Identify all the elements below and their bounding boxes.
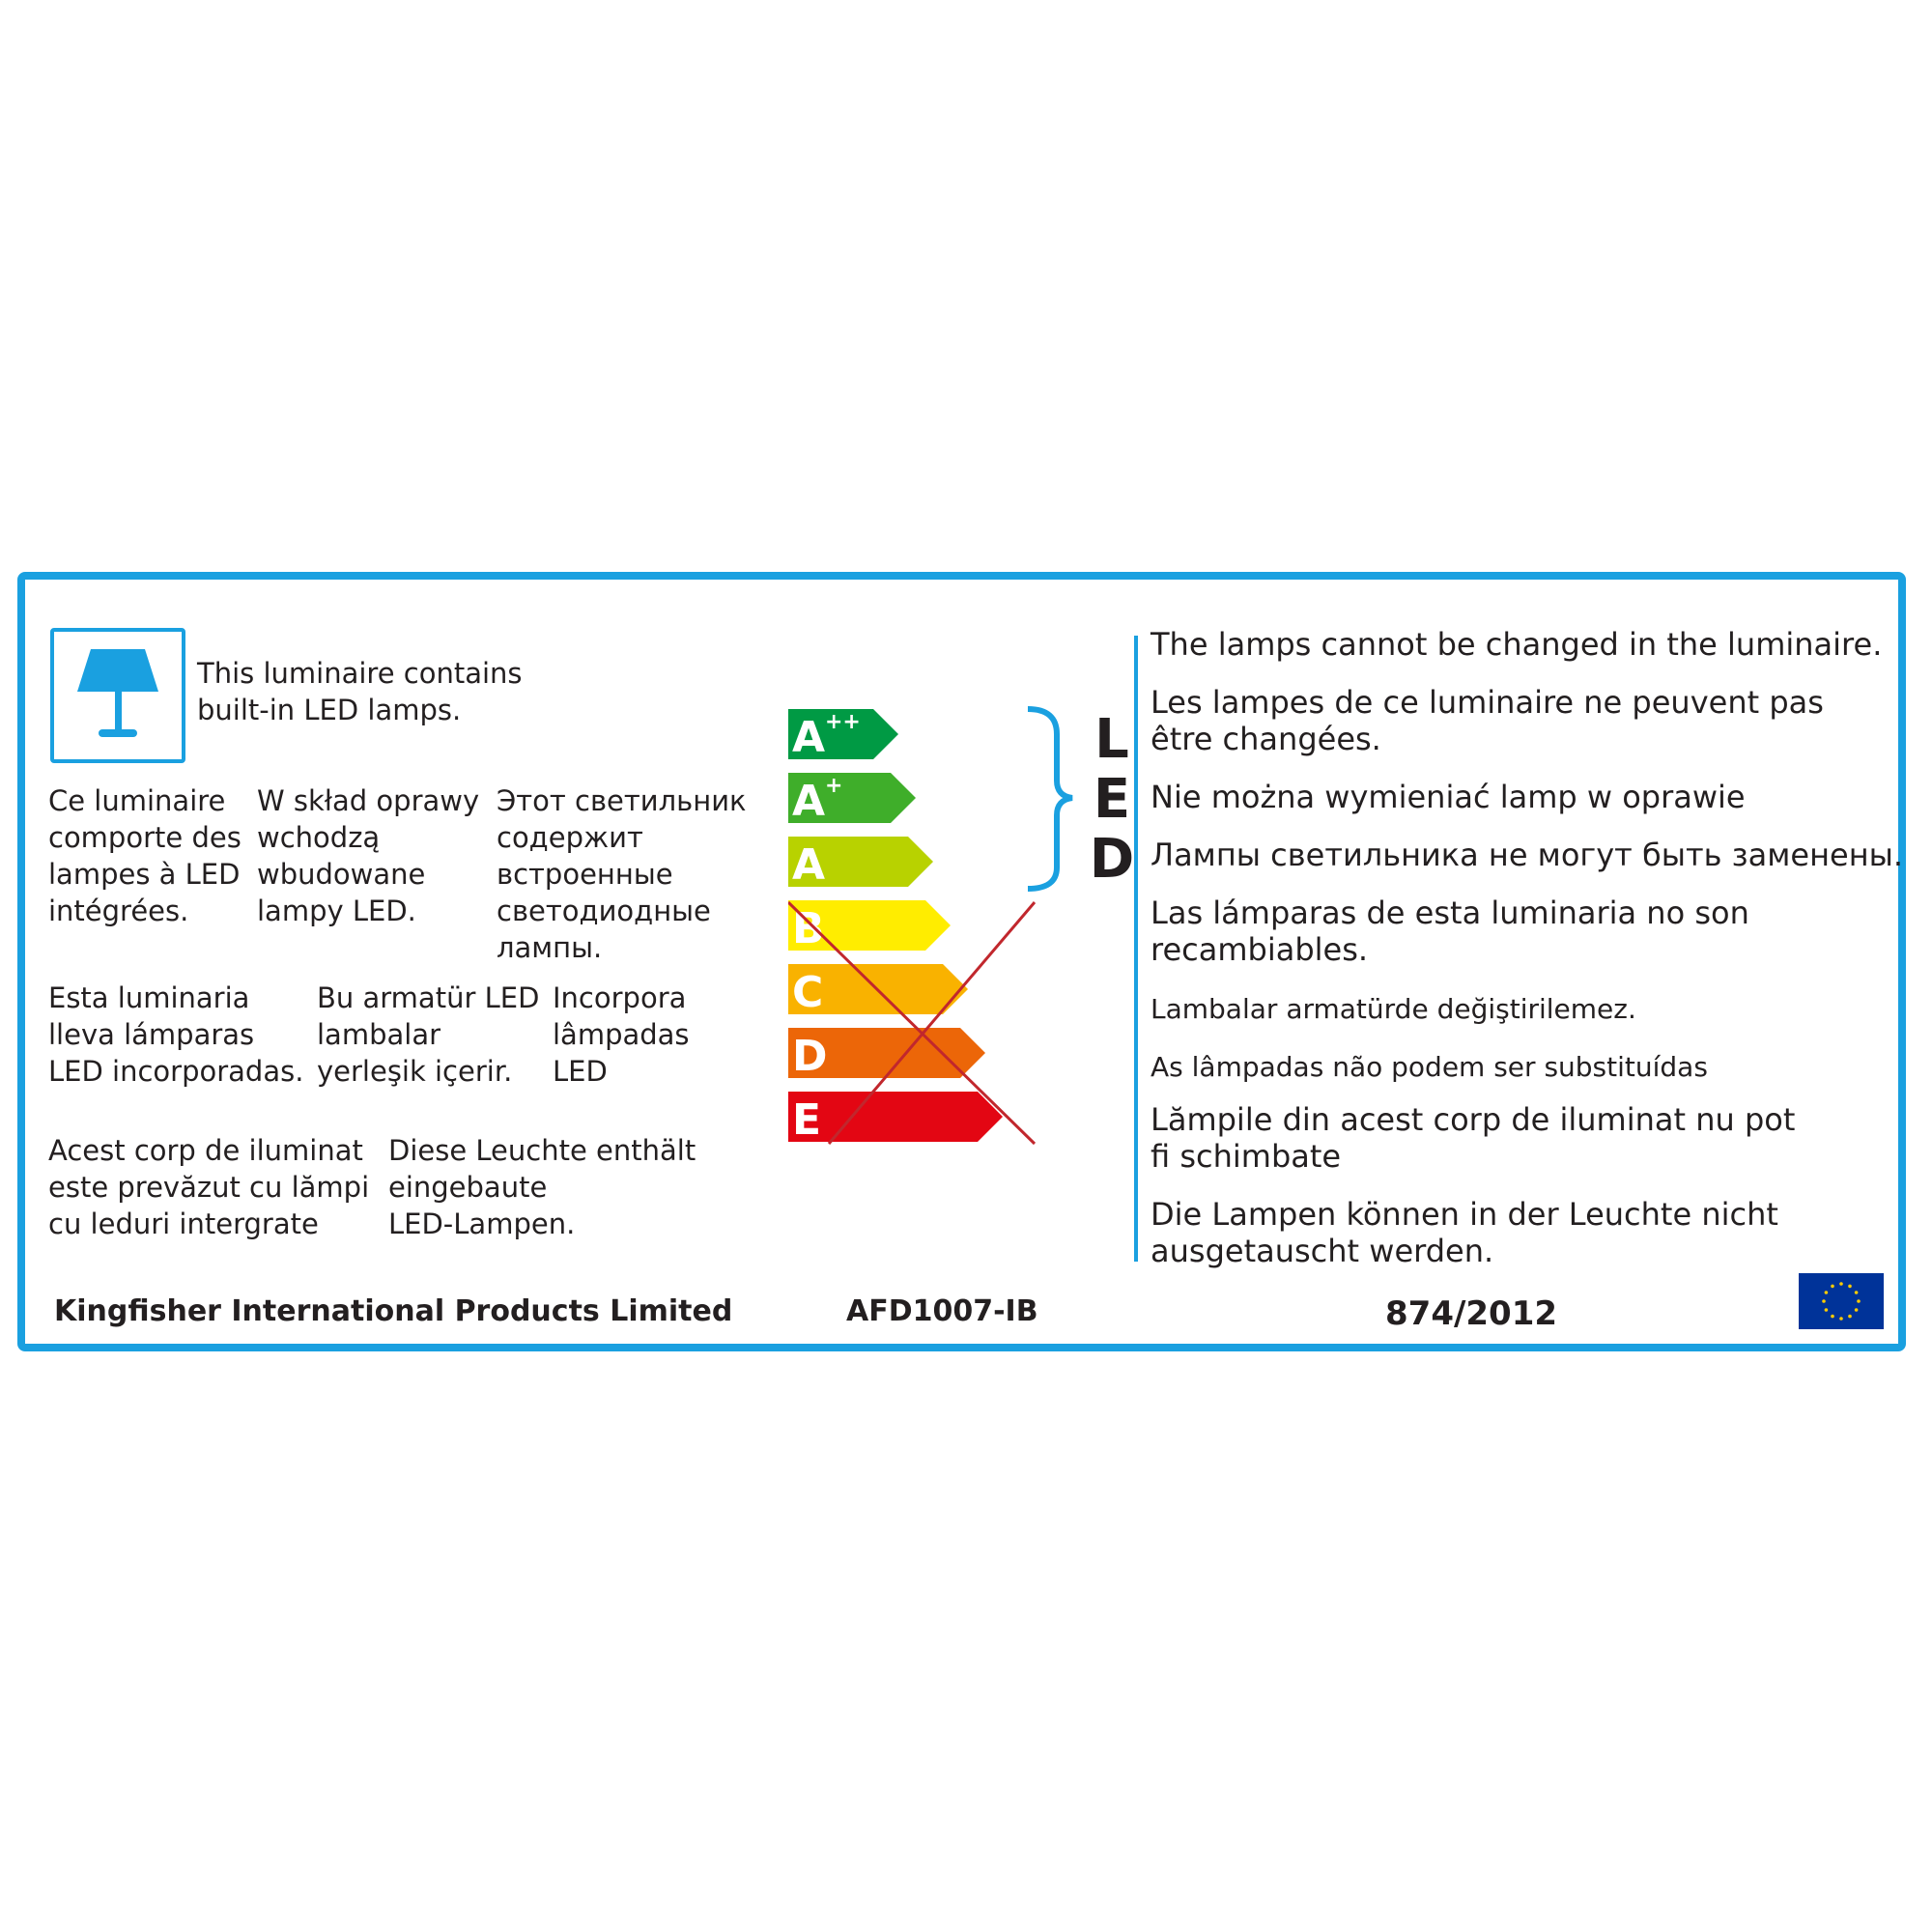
model-number: AFD1007-IB: [846, 1294, 1038, 1328]
text-block-fr: Ce luminaire comporte des lampes à LED intégrées.: [48, 784, 242, 927]
text-block-es: Esta luminaria lleva lámparas LED incorporadas.: [48, 981, 304, 1088]
energy-class-scale: [788, 705, 1078, 1150]
energy-class-label: B: [792, 904, 825, 953]
eu-star-icon: [1822, 1299, 1826, 1303]
energy-class-superscript: +: [825, 774, 843, 798]
table-lamp-icon: [54, 632, 182, 759]
energy-class-label: E: [792, 1095, 822, 1145]
eu-star-icon: [1831, 1285, 1834, 1289]
energy-class-label: D: [792, 1032, 828, 1081]
text-pl: Nie można wymieniać lamp w oprawie: [1151, 779, 1746, 815]
eu-flag-icon: [1799, 1273, 1884, 1329]
text-block-ru: Этот светильник содержит встроенные светодиодные лампы.: [497, 784, 747, 964]
table-lamp-icon-box: [50, 628, 185, 763]
eu-star-icon: [1825, 1308, 1829, 1312]
led-label: L E D: [1089, 708, 1135, 891]
energy-class-7: [788, 1092, 1003, 1145]
company-name: Kingfisher International Products Limited: [54, 1294, 733, 1328]
energy-class-label: A: [792, 713, 826, 762]
energy-class-3: [788, 837, 933, 890]
eu-star-icon: [1855, 1308, 1859, 1312]
energy-class-label: C: [792, 968, 824, 1017]
eu-star-icon: [1839, 1317, 1843, 1321]
energy-class-6: [788, 1028, 985, 1081]
regulation-number: 874/2012: [1385, 1294, 1558, 1333]
text-block-de: Diese Leuchte enthält eingebaute LED-Lampen.: [388, 1134, 696, 1240]
text-es: Las lámparas de esta luminaria no son recambiables.: [1151, 895, 1749, 968]
text-block-pl: W skład oprawy wchodzą wbudowane lampy LED.: [257, 784, 480, 927]
eu-star-icon: [1848, 1285, 1852, 1289]
energy-class-label: A: [792, 777, 826, 826]
text-block-pt: Incorpora lâmpadas LED: [553, 981, 690, 1088]
text-de: Die Lampen können in der Leuchte nicht ausgetauscht werden.: [1151, 1196, 1778, 1269]
intro-text: This luminaire contains built-in LED lamps.: [197, 657, 523, 726]
energy-label: [17, 572, 1906, 1351]
eu-star-icon: [1855, 1291, 1859, 1294]
eu-star-icon: [1825, 1291, 1829, 1294]
text-block-tr: Bu armatür LED lambalar yerleşik içerir.: [317, 981, 540, 1088]
text-fr: Les lampes de ce luminaire ne peuvent pas être changées.: [1151, 684, 1824, 757]
energy-class-2: [788, 773, 916, 826]
text-tr: Lambalar armatürde değiştirilemez.: [1151, 993, 1636, 1025]
energy-class-superscript: ++: [825, 710, 861, 734]
energy-class-label: A: [792, 840, 826, 890]
vertical-divider: [1134, 636, 1138, 1262]
text-block-ro: Acest corp de iluminat este prevăzut cu lămpi cu leduri intergrate: [48, 1134, 370, 1240]
energy-class-1: [788, 709, 898, 762]
eu-star-icon: [1848, 1315, 1852, 1319]
text-pt: As lâmpadas não podem ser substituídas: [1151, 1051, 1708, 1083]
led-range-bracket: [1028, 709, 1072, 889]
text-ro: Lămpile din acest corp de iluminat nu pot fi schimbate: [1151, 1101, 1796, 1175]
text-ru: Лампы светильника не могут быть заменены.: [1151, 837, 1904, 873]
eu-star-icon: [1857, 1299, 1861, 1303]
eu-star-icon: [1831, 1315, 1834, 1319]
text-en: The lamps cannot be changed in the luminaire.: [1151, 626, 1883, 663]
eu-star-icon: [1839, 1282, 1843, 1286]
